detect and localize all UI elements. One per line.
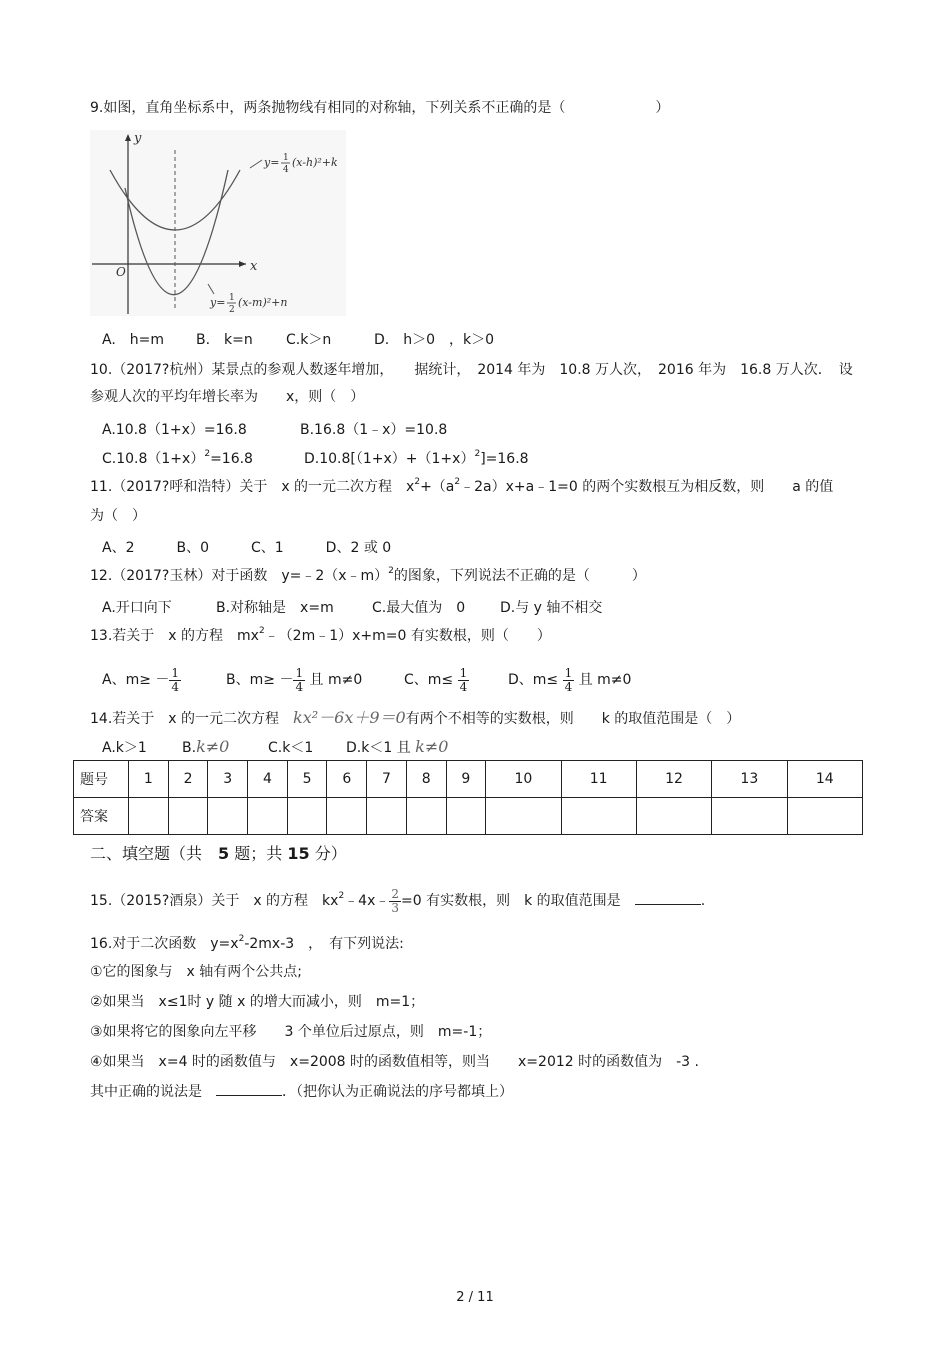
q13-text-pre: 13.若关于 x 的方程 mx [90,628,259,644]
q16-line1 [90,934,404,954]
q16-answer-blank[interactable] [216,1083,282,1096]
q12-text-post: 的图象，下列说法不正确的是（ ） [393,568,646,584]
answer-cell[interactable] [208,798,248,835]
q10-option-b: B.16.8（1﹣x）=10.8 [300,422,448,438]
q14-option-d-expr: k≠0 [415,737,449,756]
answer-cell[interactable] [168,798,208,835]
q9-options [102,330,494,350]
curve2-label-suffix: (x-m)²+n [238,296,288,309]
answer-table-number-row [74,761,863,798]
question-number-cell: 6 [327,761,367,798]
q15-end: . [700,893,706,909]
q16-final-pre: 其中正确的说法是 [90,1084,216,1100]
q10-line1: 10.（2017?杭州）某景点的参观人数逐年增加， 据统计， 2014 年为 10.8 万人次， 2016 年为 16.8 万人次． 设 [90,362,853,378]
q13-option-a-neg: － [155,672,170,688]
answer-cell[interactable] [446,798,486,835]
q16-item-2: ②如果当 x≤1时 y 随 x 的增大而减小，则 m=1； [90,994,425,1010]
q11-options: A、2 B、0 C、1 D、2 或 0 [102,540,392,556]
q16-item-3: ③如果将它的图象向左平移 3 个单位后过原点，则 m=-1； [90,1024,492,1040]
q12-stem [90,566,646,586]
origin-label: O [116,265,126,279]
q15-sup: 2 [338,891,345,901]
answer-cell[interactable] [406,798,446,835]
q13-option-b-neg: － [279,672,294,688]
answer-table [73,760,863,835]
answer-cell[interactable] [287,798,327,835]
answer-cell[interactable] [712,798,787,835]
q10-options-row2 [102,449,529,469]
q9-text: 9.如图，直角坐标系中，两条抛物线有相同的对称轴，下列关系不正确的是（ [90,100,566,116]
curve2-label-prefix: y= [210,296,226,309]
curve2-frac-numerator: 1 [229,293,235,303]
curve1-frac-numerator: 1 [283,153,289,163]
q16-item-1: ①它的图象与 x 轴有两个公共点; [90,964,303,980]
answer-cell[interactable] [129,798,169,835]
q10-option-c-pre: C.10.8（1+x） [102,451,205,467]
q10-option-c-sup: 2 [204,449,211,459]
q13-option-b [226,666,404,694]
q14-option-d [346,737,449,756]
q15-text-pre: 15.（2015?酒泉）关于 x 的方程 kx [90,893,339,909]
q15-text-mid: ﹣4x﹣ [344,893,390,909]
q13-frac-numerator: 1 [295,665,304,680]
section-2-score: 15 [287,844,310,863]
q14-option-c: C.k＜1 [268,740,314,756]
q16-line1-post: -2mx-3 ， 有下列说法: [244,936,404,952]
page-number: 2 / 11 [456,1290,494,1305]
question-number-cell: 9 [446,761,486,798]
curve1-frac-denominator: 4 [283,165,289,175]
q12-options [102,598,602,618]
q11-line2: 为（ ） [90,508,146,524]
y-axis-label: y [134,131,142,146]
q13-option-b-tail: 且 m≠0 [309,672,363,688]
question-number-cell: 13 [712,761,787,798]
q14-equation: kx²－6x＋9＝0 [293,708,406,727]
q11-line1-post: ﹣2a）x+a﹣1=0 的两个实数根互为相反数，则 a 的值 [460,479,834,495]
q16-final-post: ．（把你认为正确说法的序号都填上） [282,1084,513,1100]
answer-cell[interactable] [787,798,863,835]
q13-option-d-fraction [563,667,575,694]
q14-text-post: 有两个不相等的实数根，则 k 的取值范围是（ ） [405,711,741,727]
q13-stem [90,626,551,646]
q13-option-d [508,665,632,694]
q13-option-d-label: D、m≤ [508,672,559,688]
q9-option-b: B. k=n [196,332,253,348]
q9-option-d: D. h＞0 ，k＞0 [374,332,495,348]
q12-sup: 2 [388,566,394,576]
q15-stem [90,886,705,916]
q14-options [102,737,448,758]
section-2-heading-pre: 二、填空题（共 [90,844,219,863]
q13-option-c [404,666,508,694]
x-axis-label: x [250,259,258,274]
q13-frac-numerator: 1 [459,665,468,680]
section-2-heading-mid: 题；共 [229,844,288,863]
q10-option-d-sup: 2 [474,449,481,459]
answer-cell[interactable] [636,798,711,835]
section-2-question-count: 5 [218,844,230,863]
answer-table-row-label: 题号 [74,761,129,798]
question-number-cell: 11 [561,761,636,798]
q11-line1 [90,477,833,497]
question-number-cell: 3 [208,761,248,798]
q13-option-b-fraction [293,667,305,694]
q9-parabola-graph [90,130,346,316]
q13-sup: 2 [258,626,265,636]
question-number-cell: 10 [486,761,561,798]
q13-option-c-label: C、m≤ [404,672,454,688]
answer-cell[interactable] [248,798,288,835]
q10-option-c-post: =16.8 [210,451,253,467]
q10-option-d [304,451,529,467]
q14-option-d-label: D.k＜1 且 [346,740,411,756]
q16-line1-pre: 16.对于二次函数 y=x [90,936,239,952]
q13-option-a [102,666,226,694]
question-number-cell: 14 [787,761,863,798]
q14-text-pre: 14.若关于 x 的一元二次方程 [90,711,279,727]
curve1-label-prefix: y= [264,156,280,169]
q14-option-b [182,737,268,758]
q11-line1-mid: +（a [420,479,455,495]
question-number-cell: 12 [636,761,711,798]
answer-cell[interactable] [561,798,636,835]
q14-option-b-expr: k≠0 [196,737,230,756]
answer-table-row-label: 答案 [74,798,129,835]
q15-frac-denominator: 3 [391,900,400,915]
question-number-cell: 1 [129,761,169,798]
q15-frac-numerator: 2 [391,886,400,901]
q9-option-a: A. h=m [102,332,165,348]
q13-option-d-tail: 且 m≠0 [578,672,632,688]
question-number-cell: 7 [367,761,407,798]
question-number-cell: 4 [248,761,288,798]
question-number-cell: 5 [287,761,327,798]
section-2-heading [90,844,347,864]
q13-text-post: ﹣（2m﹣1）x+m=0 有实数根，则（ ） [264,628,551,644]
q12-option-c: C.最大值为 0 [372,600,466,616]
q13-frac-numerator: 1 [171,665,180,680]
q13-frac-denominator: 4 [459,679,468,694]
q10-option-d-post: ]=16.8 [480,451,529,467]
q16-item-4: ④如果当 x=4 时的函数值与 x=2008 时的函数值相等，则当 x=2012 时的函数值为 -3 . [90,1054,699,1070]
q11-sup1: 2 [414,477,421,487]
q10-option-c [102,449,304,469]
curve2-frac-denominator: 2 [229,305,235,315]
q11-sup2: 2 [454,477,461,487]
q12-option-d: D.与 y 轴不相交 [500,600,603,616]
q9-stem [90,98,669,118]
q16-sup: 2 [238,934,245,944]
q13-frac-numerator: 1 [564,665,573,680]
q9-option-c: C.k＞n [286,332,332,348]
q10-line2: 参观人次的平均年增长率为 x，则（ ） [90,389,365,405]
q13-option-a-label: A、m≥ [102,672,151,688]
q14-stem [90,708,740,729]
section-2-heading-post: 分） [309,844,347,863]
answer-cell[interactable] [327,798,367,835]
q14-option-a: A.k＞1 [102,740,147,756]
q12-option-a: A.开口向下 [102,600,172,616]
curve1-label-suffix: (x-h)²+k [292,156,338,169]
q13-options [102,666,631,694]
q13-option-b-label: B、m≥ [226,672,275,688]
question-number-cell: 2 [168,761,208,798]
q12-text-pre: 12.（2017?玉林）对于函数 y=﹣2（x﹣m） [90,568,389,584]
q10-options-row1 [102,420,447,440]
q10-option-d-pre: D.10.8[（1+x）+（1+x） [304,451,475,467]
q12-option-b: B.对称轴是 x=m [216,600,334,616]
answer-cell[interactable] [367,798,407,835]
q13-option-c-fraction [458,667,470,694]
answer-table-answer-row [74,798,863,835]
q15-text-post: =0 有实数根，则 k 的取值范围是 [401,893,635,909]
q9-close-paren: ） [655,100,670,116]
question-number-cell: 8 [406,761,446,798]
q13-option-a-fraction [169,667,181,694]
q15-answer-blank[interactable] [635,892,701,905]
q16-final [90,1082,513,1102]
q15-fraction [389,888,401,915]
q13-frac-denominator: 4 [171,679,180,694]
q10-option-a: A.10.8（1+x）=16.8 [102,422,247,438]
q13-frac-denominator: 4 [295,679,304,694]
answer-cell[interactable] [486,798,561,835]
q14-option-b-label: B. [182,740,197,756]
q11-line1-pre: 11.（2017?呼和浩特）关于 x 的一元二次方程 x [90,479,415,495]
q13-frac-denominator: 4 [564,679,573,694]
